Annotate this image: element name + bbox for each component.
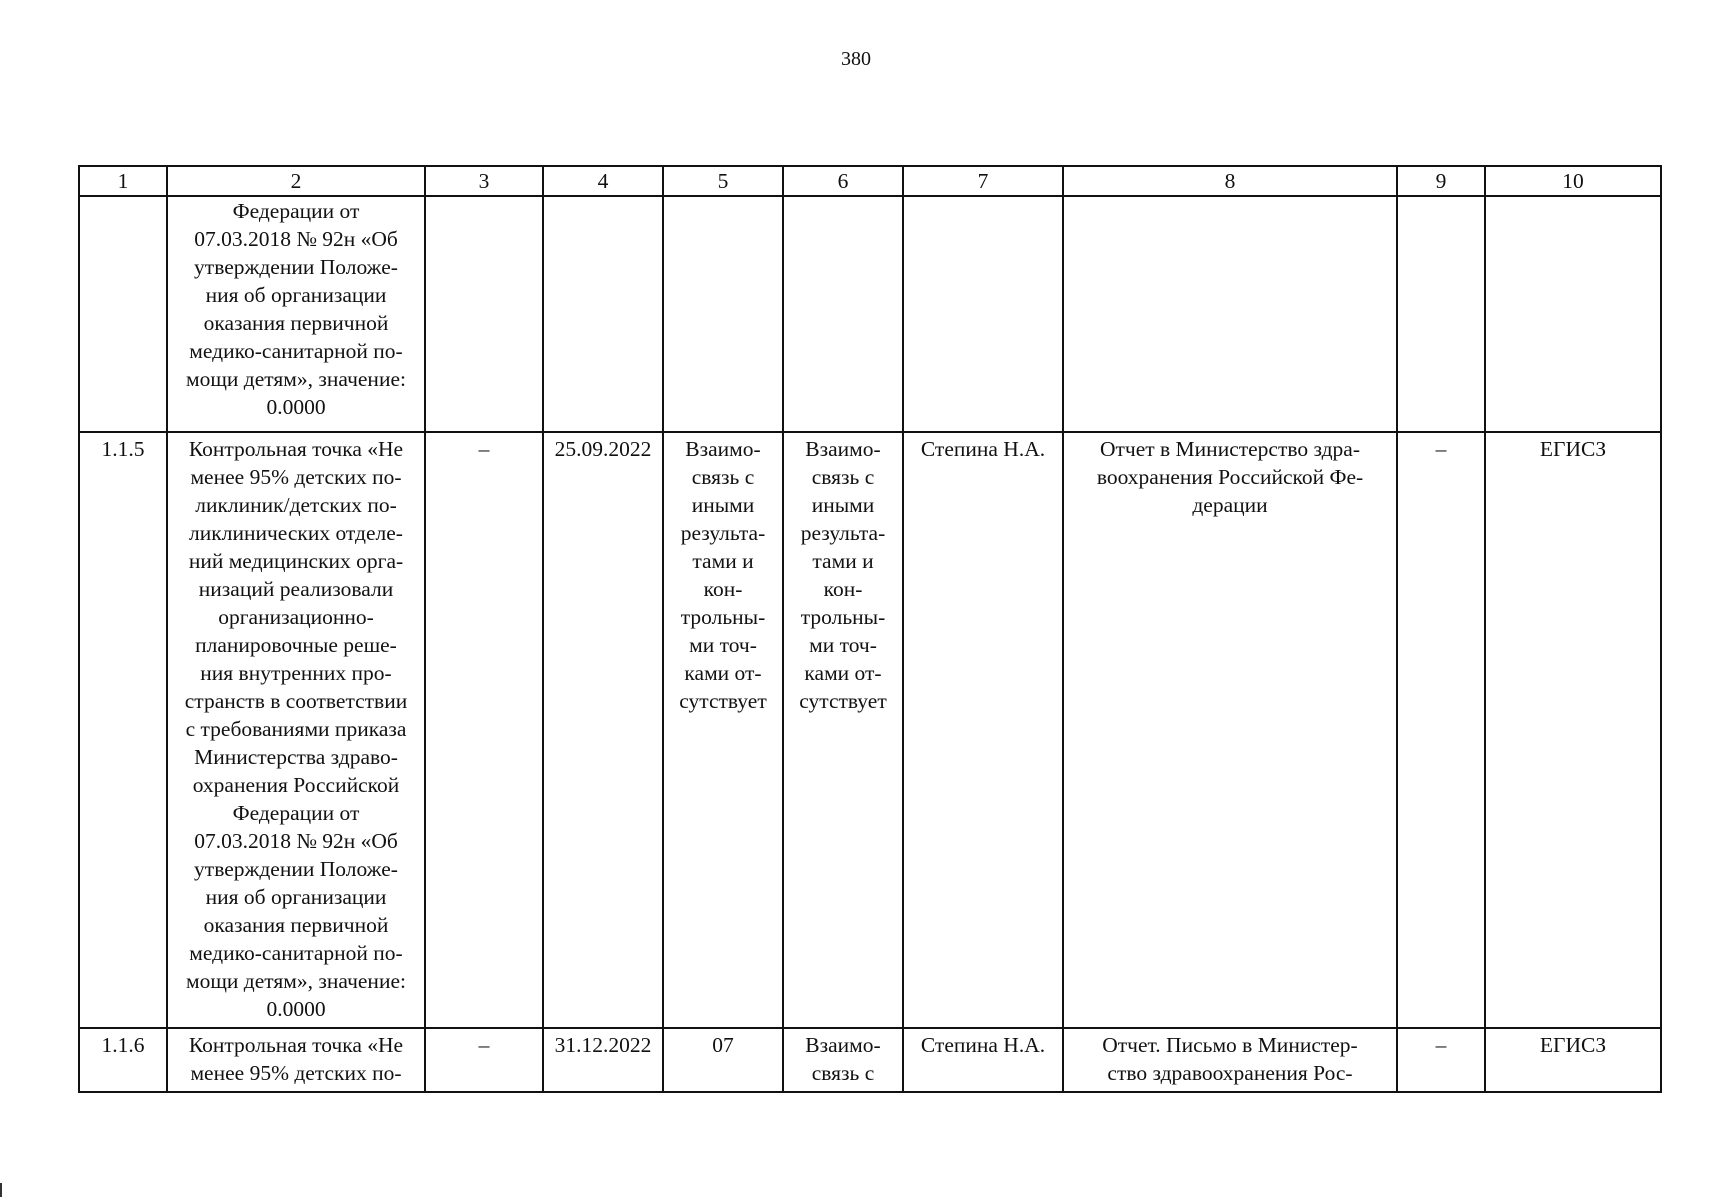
column-number: 6 — [783, 166, 903, 196]
item-number-cell: 1.1.5 — [79, 432, 167, 1028]
column-number: 2 — [167, 166, 425, 196]
system-cell — [1485, 196, 1661, 432]
column-number: 8 — [1063, 166, 1397, 196]
level-cell — [1397, 196, 1485, 432]
system-cell: ЕГИСЗ — [1485, 432, 1661, 1028]
table-row — [79, 432, 1661, 1028]
column-number: 1 — [79, 166, 167, 196]
description-cell: Федерации от 07.03.2018 № 92н «Об утверждении Положе- ния об организации оказания первичной медико-санитарной по- мощи детям», значение: 0.0000 — [167, 196, 425, 432]
start-cell: – — [425, 1028, 543, 1092]
column-number-row — [79, 166, 1661, 196]
responsible-cell: Степина Н.А. — [903, 432, 1063, 1028]
table-row — [79, 196, 1661, 432]
page-number: 380 — [841, 48, 871, 70]
plan-table — [78, 165, 1662, 1093]
item-number-cell — [79, 196, 167, 432]
level-cell: – — [1397, 1028, 1485, 1092]
level-cell: – — [1397, 432, 1485, 1028]
column-number: 10 — [1485, 166, 1661, 196]
column-number: 5 — [663, 166, 783, 196]
system-cell: ЕГИСЗ — [1485, 1028, 1661, 1092]
successor-cell — [783, 196, 903, 432]
scan-edge-mark — [0, 1183, 2, 1197]
table-row — [79, 1028, 1661, 1092]
responsible-cell — [903, 196, 1063, 432]
successor-cell: Взаимо- связь с иными результа- тами и кон- трольны- ми точ- ками от- сутствует — [783, 432, 903, 1028]
predecessor-cell — [663, 196, 783, 432]
description-cell: Контрольная точка «Не менее 95% детских по- ликлиник/детских по- ликлинических отделе- ний медицинских орга- низаций реализовали организационно- планировочные реше- ния внутренних про- странств в соответствии с требованиями приказа Министерства здраво- охранения Российской Федерации от 07.03.2018 № 92н «Об утверждении Положе- ния об организации оказания первичной медико-санитарной по- мощи детям», значение: 0.0000 — [167, 432, 425, 1028]
date-cell — [543, 196, 663, 432]
document-cell: Отчет в Министерство здра- воохранения Российской Фе- дерации — [1063, 432, 1397, 1028]
item-number-cell: 1.1.6 — [79, 1028, 167, 1092]
column-number: 3 — [425, 166, 543, 196]
predecessor-cell: Взаимо- связь с иными результа- тами и кон- трольны- ми точ- ками от- сутствует — [663, 432, 783, 1028]
start-cell — [425, 196, 543, 432]
date-cell: 31.12.2022 — [543, 1028, 663, 1092]
document-cell — [1063, 196, 1397, 432]
responsible-cell: Степина Н.А. — [903, 1028, 1063, 1092]
start-cell: – — [425, 432, 543, 1028]
column-number: 4 — [543, 166, 663, 196]
column-number: 9 — [1397, 166, 1485, 196]
predecessor-cell: 07 — [663, 1028, 783, 1092]
document-cell: Отчет. Письмо в Министер- ство здравоохранения Рос- — [1063, 1028, 1397, 1092]
column-number: 7 — [903, 166, 1063, 196]
successor-cell: Взаимо- связь с — [783, 1028, 903, 1092]
date-cell: 25.09.2022 — [543, 432, 663, 1028]
description-cell: Контрольная точка «Не менее 95% детских по- — [167, 1028, 425, 1092]
